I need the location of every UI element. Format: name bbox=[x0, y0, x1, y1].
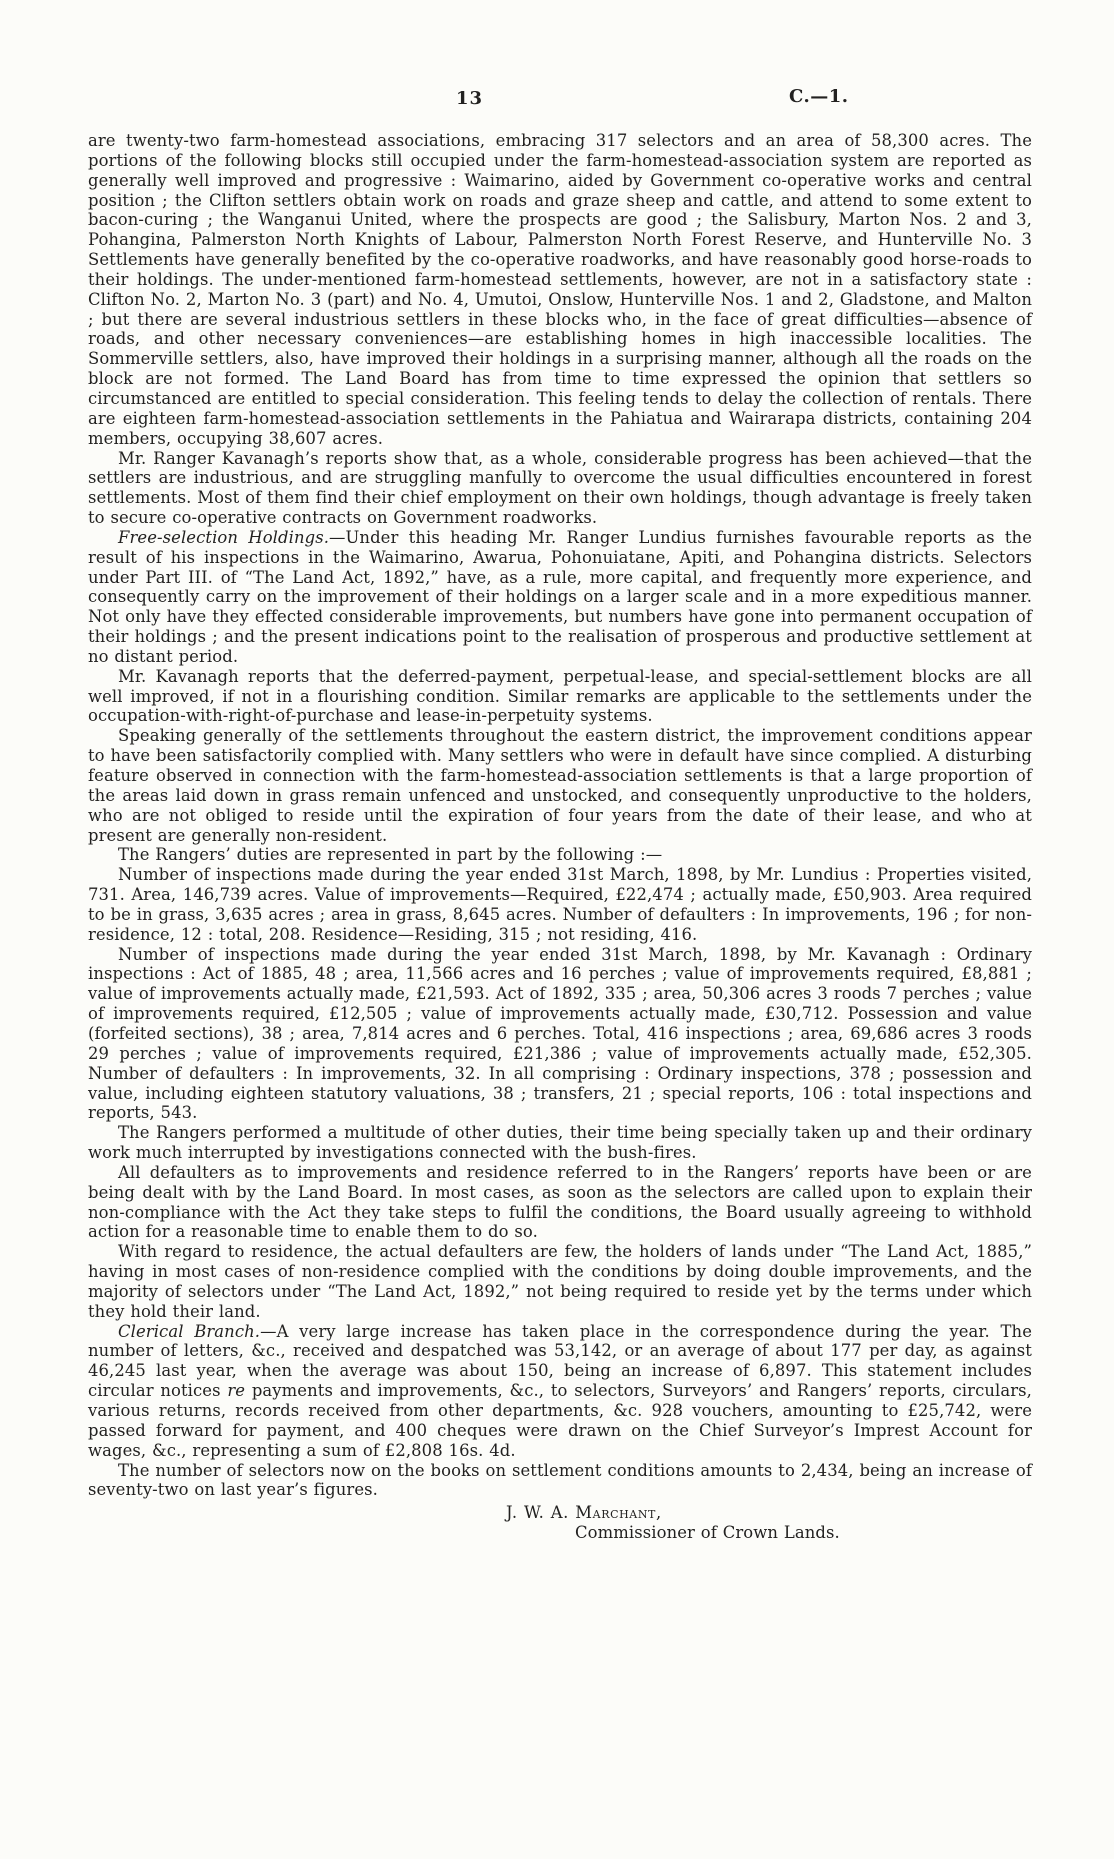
paragraph-text: Under this heading Mr. Ranger Lundius furnishes favourable reports as the result of his inspections in the Waimarino, Awarua, Pohonuiatane, Apiti, and Pohangina districts. Selectors under Part III. of “The Land Act, 1892,” have, as a rule, more capital, and frequently more experience, and consequently carry on the improvement of their holdings on a larger scale and in a more expeditious manner. Not only have they effected considerable improvements, but numbers have gone into permanent occupation of their holdings ; and the present indications point to the realisation of prosperous and productive settlement at no distant period. bbox=[88, 527, 1033, 666]
italic-word: re bbox=[227, 1381, 246, 1401]
doc-reference: C.—1. bbox=[789, 86, 849, 107]
paragraph-text: A very large increase has taken place in the correspondence during the year. The number of letters, &c., received and despatched was 53,142, or an average of about 177 per day, as against 46,245 last year, when the average was about 150, being an increase of 6,897. This statement includes circular notices bbox=[88, 1321, 1032, 1401]
paragraph-text: The Rangers’ duties are represented in part by the following :— bbox=[118, 845, 663, 865]
paragraph-11 bbox=[88, 1242, 1032, 1321]
paragraph-2 bbox=[88, 449, 1032, 528]
paragraph-1 bbox=[88, 131, 1032, 449]
paragraph-text: With regard to residence, the actual defaulters are few, the holders of lands under “The Land Act, 1885,” having in most cases of non-residence complied with the conditions by doing double improvements, and the majority of selectors under “The Land Act, 1892,” not being required to reside yet by the terms under which they hold their land. bbox=[88, 1242, 1032, 1321]
signature-block bbox=[88, 1503, 1032, 1543]
paragraph-text: payments and improvements, &c., to selectors, Surveyors’ and Rangers’ reports, circulars, various returns, records received from other departments, &c. 928 vouchers, amounting to £25,742, were passed forward for payment, and 400 cheques were drawn on the Chief Surveyor’s Imprest Account for wages, &c., representing a sum of £2,808 16s. 4d. bbox=[88, 1381, 1032, 1460]
paragraph-text: The number of selectors now on the books on settlement conditions amounts to 2,434, being an increase of seventy-two on last year’s figures. bbox=[88, 1460, 1032, 1500]
paragraph-text: Mr. Kavanagh reports that the deferred-payment, perpetual-lease, and special-settlement blocks are all well improved, if not in a flourishing condition. Similar remarks are applicable to the settlements under the occupation-with-right-of-purchase and lease-in-perpetuity systems. bbox=[88, 666, 1032, 726]
paragraph-6 bbox=[88, 845, 1032, 865]
paragraph-7 bbox=[88, 865, 1032, 944]
paragraph-13 bbox=[88, 1461, 1032, 1501]
signature-title: Commissioner of Crown Lands. bbox=[575, 1523, 840, 1543]
paragraph-text: Speaking generally of the settlements throughout the eastern district, the improvement conditions appear to have been satisfactorily complied with. Many settlers who were in default have since complied. A disturbing feature observed in connection with the farm-homestead-association settlements is that a large proportion of the areas laid down in grass remain unfenced and unstocked, and consequently unproductive to the holders, who are not obliged to reside until the expiration of four years from the date of their lease, and who at present are generally non-resident. bbox=[88, 726, 1032, 845]
paragraph-lead-italic: Free-selection Holdings.— bbox=[118, 527, 346, 547]
paragraph-5 bbox=[88, 726, 1032, 845]
paragraph-12 bbox=[88, 1322, 1032, 1461]
paragraph-9 bbox=[88, 1123, 1032, 1163]
body-text bbox=[88, 131, 1032, 1543]
page-number: 13 bbox=[456, 88, 484, 109]
paragraph-text: The Rangers performed a multitude of other duties, their time being specially taken up and their ordinary work much interrupted by investigations connected with the bush-fires. bbox=[88, 1123, 1032, 1163]
paragraph-text: Number of inspections made during the year ended 31st March, 1898, by Mr. Kavanagh : Ordinary inspections : Act of 1885, 48 ; area, 11,566 acres and 16 perches ; value of improvements required, £8,881 ; value of improvements actually made, £21,593. Act of 1892, 335 ; area, 50,306 acres 3 roods 7 perches ; value of improvements required, £12,505 ; value of improvements actually made, £30,712. Possession and value (forfeited sections), 38 ; area, 7,814 acres and 6 perches. Total, 416 inspections ; area, 69,686 acres 3 roods 29 perches ; value of improvements required, £21,386 ; value of improvements actually made, £52,305. Number of defaulters : In improvements, 32. In all comprising : Ordinary inspections, 378 ; possession and value, including eighteen statutory valuations, 38 ; transfers, 21 ; special reports, 106 : total inspections and reports, 543. bbox=[88, 944, 1032, 1123]
paragraph-3 bbox=[88, 528, 1032, 667]
signature-name: J. W. A. Marchant, bbox=[506, 1503, 662, 1523]
paragraph-text: Number of inspections made during the year ended 31st March, 1898, by Mr. Lundius : Properties visited, 731. Area, 146,739 acres. Value of improvements—Required, £22,474 ; actually made, £50,903. Area required to be in grass, 3,635 acres ; area in grass, 8,645 acres. Number of defaulters : In improvements, 196 ; for non-residence, 12 : total, 208. Residence—Residing, 315 ; not residing, 416. bbox=[88, 865, 1032, 944]
paragraph-lead-italic: Clerical Branch.— bbox=[118, 1321, 277, 1341]
paragraph-4 bbox=[88, 667, 1032, 727]
paragraph-text: are twenty-two farm-homestead associations, embracing 317 selectors and an area of 58,300 acres. The portions of the following blocks still occupied under the farm-homestead-association system are reported as generally well improved and progressive : Waimarino, aided by Government co-operative works and central position ; the Clifton settlers obtain work on roads and graze sheep and cattle, and attend to some extent to bacon-curing ; the Wanganui United, where the prospects are good ; the Salisbury, Marton Nos. 2 and 3, Pohangina, Palmerston North Knights of Labour, Palmerston North Forest Reserve, and Hunterville No. 3 Settlements have generally benefited by the co-operative roadworks, and have reasonably good horse-roads to their holdings. The under-mentioned farm-homestead settlements, however, are not in a satisfactory state : Clifton No. 2, Marton No. 3 (part) and No. 4, Umutoi, Onslow, Hunterville Nos. 1 and 2, Gladstone, and Malton ; but there are several industrious settlers in these blocks who, in the face of great difficulties—absence of roads, and other necessary conveniences—are establishing homes in high inaccessible localities. The Sommerville settlers, also, have improved their holdings in a surprising manner, although all the roads on the block are not formed. The Land Board has from time to time expressed the opinion that settlers so circumstanced are entitled to special consideration. This feeling tends to delay the collection of rentals. There are eighteen farm-homestead-association settlements in the Pahiatua and Wairarapa districts, containing 204 members, occupying 38,607 acres. bbox=[88, 131, 1032, 448]
paragraph-10 bbox=[88, 1163, 1032, 1242]
paragraph-8 bbox=[88, 945, 1032, 1124]
paragraph-text: All defaulters as to improvements and residence referred to in the Rangers’ reports have been or are being dealt with by the Land Board. In most cases, as soon as the selectors are called upon to explain their non-compliance with the Act they take steps to fulfil the conditions, the Board usually agreeing to withhold action for a reasonable time to enable them to do so. bbox=[88, 1162, 1032, 1242]
paragraph-text: Mr. Ranger Kavanagh’s reports show that, as a whole, considerable progress has been achieved—that the settlers are industrious, and are struggling manfully to overcome the usual difficulties encountered in forest settlements. Most of them find their chief employment on their own holdings, though advantage is freely taken to secure co-operative contracts on Government roadworks. bbox=[88, 448, 1032, 528]
